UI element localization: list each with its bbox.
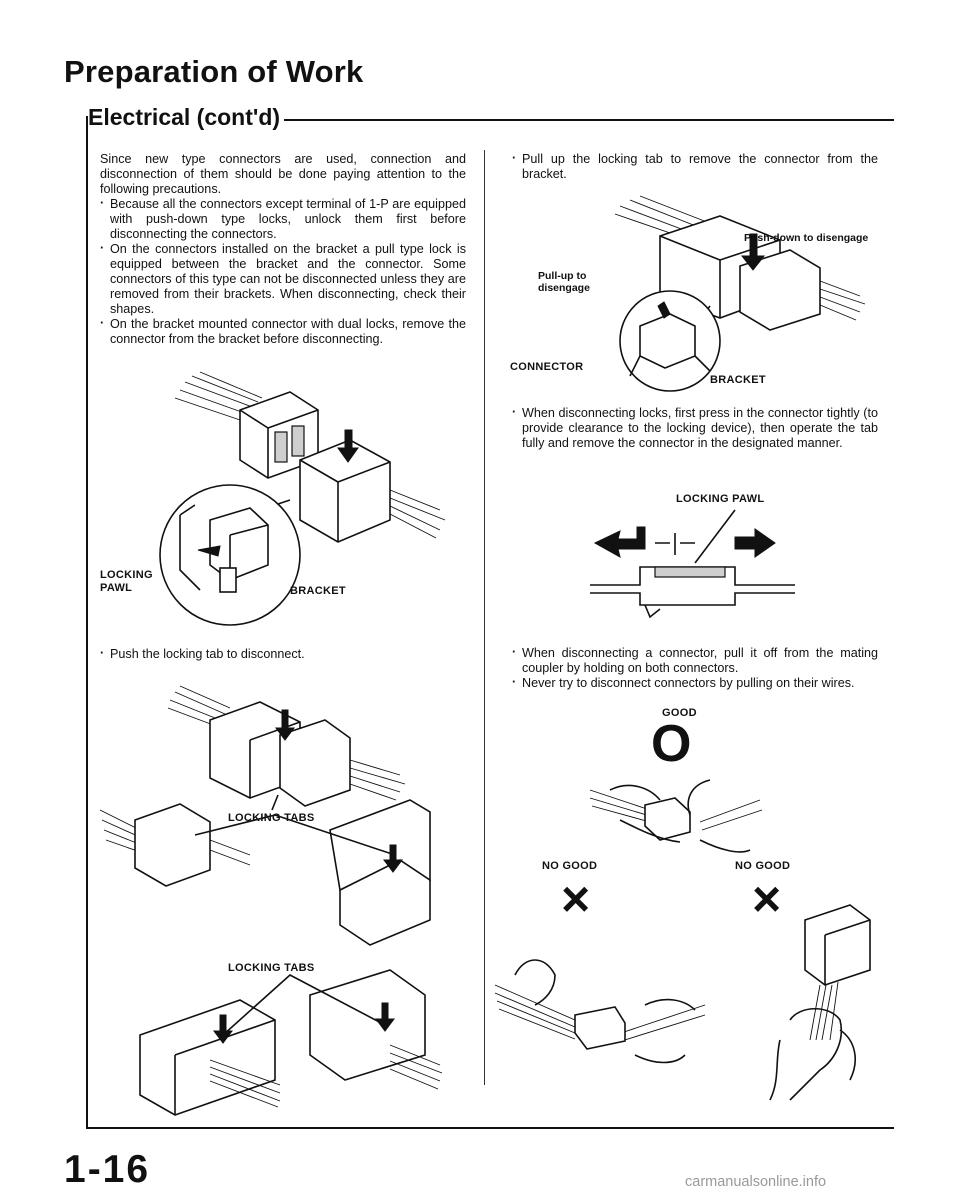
bullet-dual-locks: · On the bracket mounted connector with dual locks, remove the connector from the bracket before disconnecting. [100,317,466,347]
bullet-push-locking-tab: · Push the locking tab to disconnect. [100,647,466,662]
bullet-disconnecting-locks: · When disconnecting locks, first press in the connector tightly (to provide clearance to the locking device), then operate the tab fully and remove the connector in the designated manner. [512,406,878,451]
label-push-down: Push-down to disengage [744,232,869,244]
section-title: Electrical (cont'd) [88,104,284,131]
label-bracket-fig4: BRACKET [710,374,766,386]
label-no-good-1: NO GOOD [542,860,598,872]
left-intro-block [100,152,466,347]
page-title: Preparation of Work [64,54,364,89]
leader-pawl [695,510,735,563]
no-good-hand-on-wires-illustration [750,900,880,1100]
intro-paragraph: Since new type connectors are used, connection and disconnection of them should be done paying attention to the following precautions. [100,152,466,196]
locking-pawl-section-illustration [585,505,805,625]
arrow-right [735,529,775,557]
connector-female-on-bracket [300,430,445,542]
label-pull-up-2: disengage [538,282,590,294]
column-divider [484,150,485,1085]
right-coupler-block [512,646,878,691]
label-pull-up-1: Pull-up to [538,270,587,282]
bullet-never-pull-wires: · Never try to disconnect connectors by pulling on their wires. [512,676,878,691]
bullet-hold-both-connectors: · When disconnecting a connector, pull it off from the mating coupler by holding on both connectors. [512,646,878,676]
label-locking-pawl-fig5: LOCKING PAWL [676,493,765,505]
leader-locking-tabs-1 [272,795,278,810]
no-good-mark-1: × [561,871,591,927]
no-good-mark-2: × [752,871,782,927]
section-rule-left [86,116,88,1129]
bullet-push-down-locks: · Because all the connectors except terminal of 1-P are equipped with push-down type locks, unlock them first before disconnecting the connectors. [100,197,466,242]
pawl-cross-section [590,567,795,617]
connector-pair-top [168,686,405,806]
label-locking-tabs-1: LOCKING TABS [228,812,315,824]
good-mark-o: O [651,715,692,773]
push-pull-disengage-illustration [560,196,880,386]
label-locking-pawl-1: LOCKING [100,569,153,581]
label-no-good-2: NO GOOD [735,860,791,872]
bracket-box-right-2 [310,970,442,1089]
label-locking-tabs-2: LOCKING TABS [228,962,315,974]
left-push-block [100,647,466,662]
label-bracket-fig1: BRACKET [290,585,346,597]
good-hands-illustration [590,760,770,870]
right-pull-block [512,152,878,182]
label-good: GOOD [662,707,697,719]
bracket-box-left [140,1000,280,1115]
label-connector: CONNECTOR [510,361,584,373]
label-locking-pawl-2: PAWL [100,582,133,594]
no-good-pull-wire-illustration [495,945,705,1085]
right-locks-block [512,406,878,451]
section-header [88,104,894,134]
locking-tabs-illustration-2 [100,975,470,1115]
watermark: carmanualsonline.info [685,1174,827,1190]
bullet-pull-locking-tab: · Pull up the locking tab to remove the connector from the bracket. [512,152,878,182]
pawl-marker [655,533,695,555]
arrow-left-hook [595,527,645,557]
section-rule-bottom [86,1127,894,1129]
bullet-pull-type-lock: · On the connectors installed on the bracket a pull type lock is equipped between the bracket and the connector. Some connectors of this type can not be disconnected unless they are removed from their brackets. When disconnecting, check their shapes. [100,242,466,317]
page-number: 1-16 [64,1148,151,1191]
